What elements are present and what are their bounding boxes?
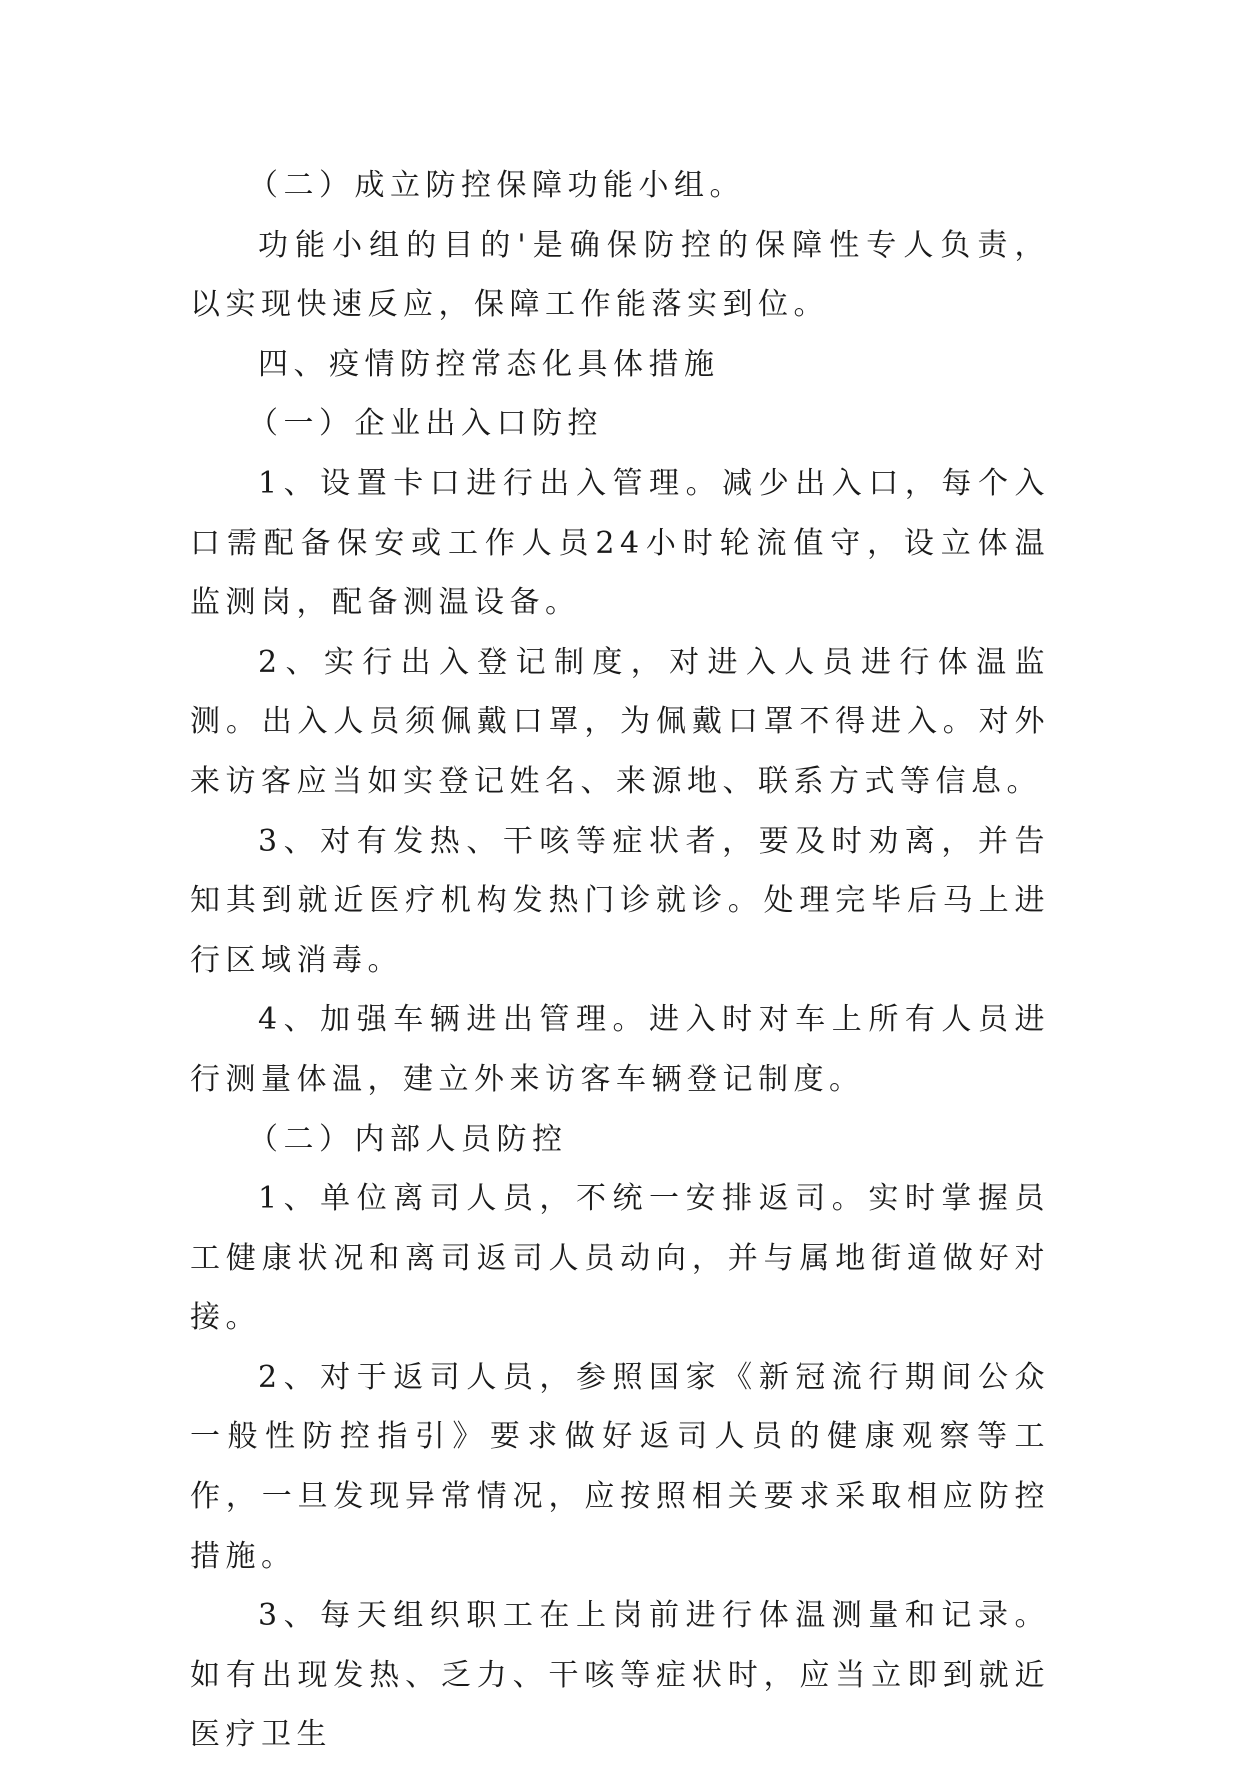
subsection-heading-entrance-control: （一）企业出入口防控 xyxy=(248,406,603,442)
paragraph-internal-item-2: 2、对于返司人员，参照国家《新冠流行期间公众一般性防控指引》要求做好返司人员的健康观察等工作，一旦发现异常情况，应按照相关要求采取相应防控措施。 xyxy=(190,1359,1050,1574)
paragraph-entrance-item-2: 2、实行出入登记制度，对进入人员进行体温监测。出入人员须佩戴口罩，为佩戴口罩不得进入。对外来访客应当如实登记姓名、来源地、联系方式等信息。 xyxy=(190,644,1050,799)
paragraph-internal-item-3: 3、每天组织职工在上岗前进行体温测量和记录。如有出现发热、乏力、干咳等症状时，应当立即到就近医疗卫生 xyxy=(190,1598,1050,1753)
paragraph-entrance-item-3: 3、对有发热、干咳等症状者，要及时劝离，并告知其到就近医疗机构发热门诊就诊。处理完毕后马上进行区域消毒。 xyxy=(190,823,1050,978)
paragraph-group-purpose: 功能小组的目的'是确保防控的保障性专人负责，以实现快速反应，保障工作能落实到位。 xyxy=(190,227,1050,323)
document-body xyxy=(190,156,1050,1765)
paragraph-entrance-item-4: 4、加强车辆进出管理。进入时对车上所有人员进行测量体温，建立外来访客车辆登记制度。 xyxy=(190,1002,1050,1097)
subsection-heading-internal-staff: （二）内部人员防控 xyxy=(248,1121,568,1157)
section-heading-support-group: （二）成立防控保障功能小组。 xyxy=(248,168,745,203)
paragraph-entrance-item-1: 1、设置卡口进行出入管理。减少出入口，每个入口需配备保安或工作人员24小时轮流值守，设立体温监测岗，配备测温设备。 xyxy=(190,465,1050,621)
section-heading-measures: 四、疫情防控常态化具体措施 xyxy=(258,346,720,382)
paragraph-internal-item-1: 1、单位离司人员，不统一安排返司。实时掌握员工健康状况和离司返司人员动向，并与属地街道做好对接。 xyxy=(190,1181,1050,1336)
